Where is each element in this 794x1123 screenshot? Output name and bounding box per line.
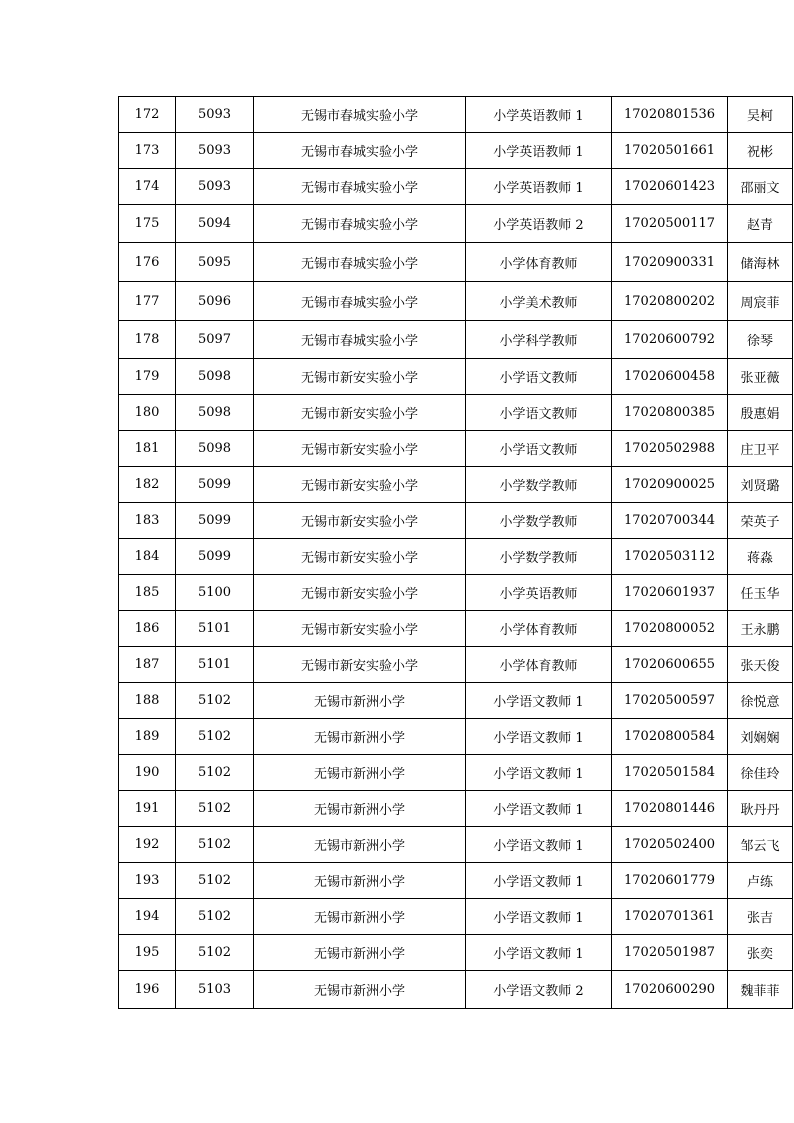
cell-post: 小学数学教师 [466, 467, 612, 503]
table-row [119, 683, 793, 719]
cell-seq: 175 [119, 205, 176, 243]
cell-exam-no: 17020502988 [612, 431, 728, 467]
cell-seq: 174 [119, 169, 176, 205]
cell-exam-no: 17020801446 [612, 791, 728, 827]
cell-school: 无锡市新洲小学 [254, 791, 466, 827]
cell-post: 小学英语教师 2 [466, 205, 612, 243]
cell-name: 张亚薇 [728, 359, 793, 395]
cell-name: 耿丹丹 [728, 791, 793, 827]
table-row [119, 282, 793, 321]
cell-school: 无锡市春城实验小学 [254, 205, 466, 243]
table-row [119, 97, 793, 133]
cell-name: 魏菲菲 [728, 971, 793, 1009]
cell-seq: 192 [119, 827, 176, 863]
cell-name: 蒋淼 [728, 539, 793, 575]
cell-seq: 190 [119, 755, 176, 791]
cell-exam-no: 17020601779 [612, 863, 728, 899]
cell-post: 小学体育教师 [466, 611, 612, 647]
cell-post: 小学英语教师 1 [466, 169, 612, 205]
cell-post-code: 5093 [176, 169, 254, 205]
table-row [119, 791, 793, 827]
cell-school: 无锡市新洲小学 [254, 755, 466, 791]
table-row [119, 243, 793, 282]
table-row [119, 863, 793, 899]
cell-post-code: 5096 [176, 282, 254, 321]
table-row [119, 647, 793, 683]
cell-name: 邹云飞 [728, 827, 793, 863]
cell-name: 张天俊 [728, 647, 793, 683]
cell-school: 无锡市新洲小学 [254, 971, 466, 1009]
cell-post: 小学语文教师 1 [466, 827, 612, 863]
cell-school: 无锡市新洲小学 [254, 827, 466, 863]
cell-seq: 184 [119, 539, 176, 575]
cell-post: 小学英语教师 [466, 575, 612, 611]
cell-exam-no: 17020501661 [612, 133, 728, 169]
cell-post-code: 5101 [176, 611, 254, 647]
cell-name: 殷惠娟 [728, 395, 793, 431]
cell-post: 小学美术教师 [466, 282, 612, 321]
cell-exam-no: 17020500117 [612, 205, 728, 243]
cell-exam-no: 17020601937 [612, 575, 728, 611]
cell-exam-no: 17020900025 [612, 467, 728, 503]
cell-post-code: 5102 [176, 935, 254, 971]
cell-school: 无锡市新安实验小学 [254, 359, 466, 395]
cell-name: 刘贤璐 [728, 467, 793, 503]
cell-seq: 179 [119, 359, 176, 395]
table-row [119, 539, 793, 575]
cell-exam-no: 17020502400 [612, 827, 728, 863]
cell-seq: 194 [119, 899, 176, 935]
table-row [119, 395, 793, 431]
cell-school: 无锡市春城实验小学 [254, 321, 466, 359]
cell-post-code: 5099 [176, 539, 254, 575]
table-row [119, 359, 793, 395]
cell-school: 无锡市新安实验小学 [254, 431, 466, 467]
cell-post-code: 5102 [176, 827, 254, 863]
cell-school: 无锡市春城实验小学 [254, 243, 466, 282]
cell-name: 储海林 [728, 243, 793, 282]
table-row [119, 467, 793, 503]
cell-seq: 182 [119, 467, 176, 503]
cell-post: 小学科学教师 [466, 321, 612, 359]
cell-post-code: 5102 [176, 683, 254, 719]
cell-school: 无锡市新安实验小学 [254, 467, 466, 503]
cell-post: 小学英语教师 1 [466, 133, 612, 169]
cell-post: 小学数学教师 [466, 503, 612, 539]
cell-school: 无锡市新洲小学 [254, 719, 466, 755]
cell-post-code: 5098 [176, 395, 254, 431]
cell-school: 无锡市新安实验小学 [254, 575, 466, 611]
cell-seq: 180 [119, 395, 176, 431]
cell-seq: 195 [119, 935, 176, 971]
cell-post-code: 5100 [176, 575, 254, 611]
cell-seq: 193 [119, 863, 176, 899]
cell-post: 小学体育教师 [466, 647, 612, 683]
cell-post: 小学英语教师 1 [466, 97, 612, 133]
cell-exam-no: 17020503112 [612, 539, 728, 575]
candidate-table-body [119, 97, 793, 1009]
cell-school: 无锡市新安实验小学 [254, 539, 466, 575]
candidate-table [118, 96, 793, 1009]
cell-post: 小学语文教师 1 [466, 899, 612, 935]
table-row [119, 205, 793, 243]
cell-exam-no: 17020501584 [612, 755, 728, 791]
cell-exam-no: 17020900331 [612, 243, 728, 282]
cell-school: 无锡市春城实验小学 [254, 169, 466, 205]
cell-school: 无锡市新洲小学 [254, 863, 466, 899]
cell-exam-no: 17020800202 [612, 282, 728, 321]
cell-exam-no: 17020500597 [612, 683, 728, 719]
cell-post: 小学语文教师 1 [466, 935, 612, 971]
cell-post-code: 5093 [176, 97, 254, 133]
cell-name: 徐琴 [728, 321, 793, 359]
table-row [119, 755, 793, 791]
cell-post-code: 5102 [176, 791, 254, 827]
table-row [119, 133, 793, 169]
cell-post-code: 5093 [176, 133, 254, 169]
cell-school: 无锡市春城实验小学 [254, 282, 466, 321]
table-row [119, 827, 793, 863]
cell-exam-no: 17020801536 [612, 97, 728, 133]
cell-school: 无锡市新安实验小学 [254, 647, 466, 683]
cell-post: 小学语文教师 [466, 359, 612, 395]
cell-post: 小学语文教师 1 [466, 683, 612, 719]
cell-school: 无锡市春城实验小学 [254, 97, 466, 133]
cell-name: 刘娴娴 [728, 719, 793, 755]
cell-exam-no: 17020701361 [612, 899, 728, 935]
cell-seq: 178 [119, 321, 176, 359]
cell-post: 小学语文教师 2 [466, 971, 612, 1009]
cell-seq: 172 [119, 97, 176, 133]
cell-exam-no: 17020700344 [612, 503, 728, 539]
cell-name: 邵丽文 [728, 169, 793, 205]
cell-name: 吴柯 [728, 97, 793, 133]
cell-post: 小学语文教师 1 [466, 755, 612, 791]
cell-post-code: 5094 [176, 205, 254, 243]
cell-seq: 187 [119, 647, 176, 683]
cell-school: 无锡市春城实验小学 [254, 133, 466, 169]
cell-post: 小学语文教师 1 [466, 863, 612, 899]
cell-exam-no: 17020800385 [612, 395, 728, 431]
cell-school: 无锡市新洲小学 [254, 683, 466, 719]
cell-exam-no: 17020601423 [612, 169, 728, 205]
cell-seq: 173 [119, 133, 176, 169]
table-row [119, 321, 793, 359]
cell-name: 祝彬 [728, 133, 793, 169]
cell-name: 庄卫平 [728, 431, 793, 467]
cell-exam-no: 17020600792 [612, 321, 728, 359]
cell-post-code: 5095 [176, 243, 254, 282]
cell-name: 张奕 [728, 935, 793, 971]
cell-post-code: 5102 [176, 719, 254, 755]
cell-post: 小学数学教师 [466, 539, 612, 575]
cell-seq: 177 [119, 282, 176, 321]
cell-post-code: 5097 [176, 321, 254, 359]
cell-exam-no: 17020600458 [612, 359, 728, 395]
table-row [119, 899, 793, 935]
cell-post-code: 5102 [176, 755, 254, 791]
cell-post-code: 5099 [176, 503, 254, 539]
cell-exam-no: 17020501987 [612, 935, 728, 971]
cell-name: 周宸菲 [728, 282, 793, 321]
table-row [119, 611, 793, 647]
cell-post-code: 5101 [176, 647, 254, 683]
cell-post-code: 5102 [176, 863, 254, 899]
cell-exam-no: 17020800052 [612, 611, 728, 647]
cell-post-code: 5098 [176, 359, 254, 395]
cell-exam-no: 17020600290 [612, 971, 728, 1009]
table-row [119, 169, 793, 205]
table-row [119, 719, 793, 755]
cell-exam-no: 17020800584 [612, 719, 728, 755]
cell-post: 小学语文教师 [466, 431, 612, 467]
table-row [119, 503, 793, 539]
cell-name: 张吉 [728, 899, 793, 935]
cell-post: 小学体育教师 [466, 243, 612, 282]
cell-school: 无锡市新安实验小学 [254, 503, 466, 539]
cell-seq: 191 [119, 791, 176, 827]
cell-school: 无锡市新安实验小学 [254, 611, 466, 647]
cell-name: 卢练 [728, 863, 793, 899]
cell-post: 小学语文教师 1 [466, 791, 612, 827]
cell-seq: 188 [119, 683, 176, 719]
cell-seq: 186 [119, 611, 176, 647]
table-row [119, 431, 793, 467]
cell-exam-no: 17020600655 [612, 647, 728, 683]
cell-post: 小学语文教师 [466, 395, 612, 431]
cell-post-code: 5098 [176, 431, 254, 467]
cell-name: 荣英子 [728, 503, 793, 539]
cell-name: 任玉华 [728, 575, 793, 611]
cell-seq: 181 [119, 431, 176, 467]
cell-name: 王永鹏 [728, 611, 793, 647]
cell-name: 赵青 [728, 205, 793, 243]
cell-name: 徐佳玲 [728, 755, 793, 791]
cell-seq: 176 [119, 243, 176, 282]
cell-seq: 189 [119, 719, 176, 755]
cell-seq: 183 [119, 503, 176, 539]
cell-seq: 185 [119, 575, 176, 611]
table-row [119, 935, 793, 971]
cell-school: 无锡市新洲小学 [254, 935, 466, 971]
cell-school: 无锡市新洲小学 [254, 899, 466, 935]
cell-name: 徐悦意 [728, 683, 793, 719]
table-row [119, 575, 793, 611]
cell-post-code: 5102 [176, 899, 254, 935]
cell-post: 小学语文教师 1 [466, 719, 612, 755]
cell-seq: 196 [119, 971, 176, 1009]
table-row [119, 971, 793, 1009]
cell-post-code: 5103 [176, 971, 254, 1009]
cell-school: 无锡市新安实验小学 [254, 395, 466, 431]
cell-post-code: 5099 [176, 467, 254, 503]
